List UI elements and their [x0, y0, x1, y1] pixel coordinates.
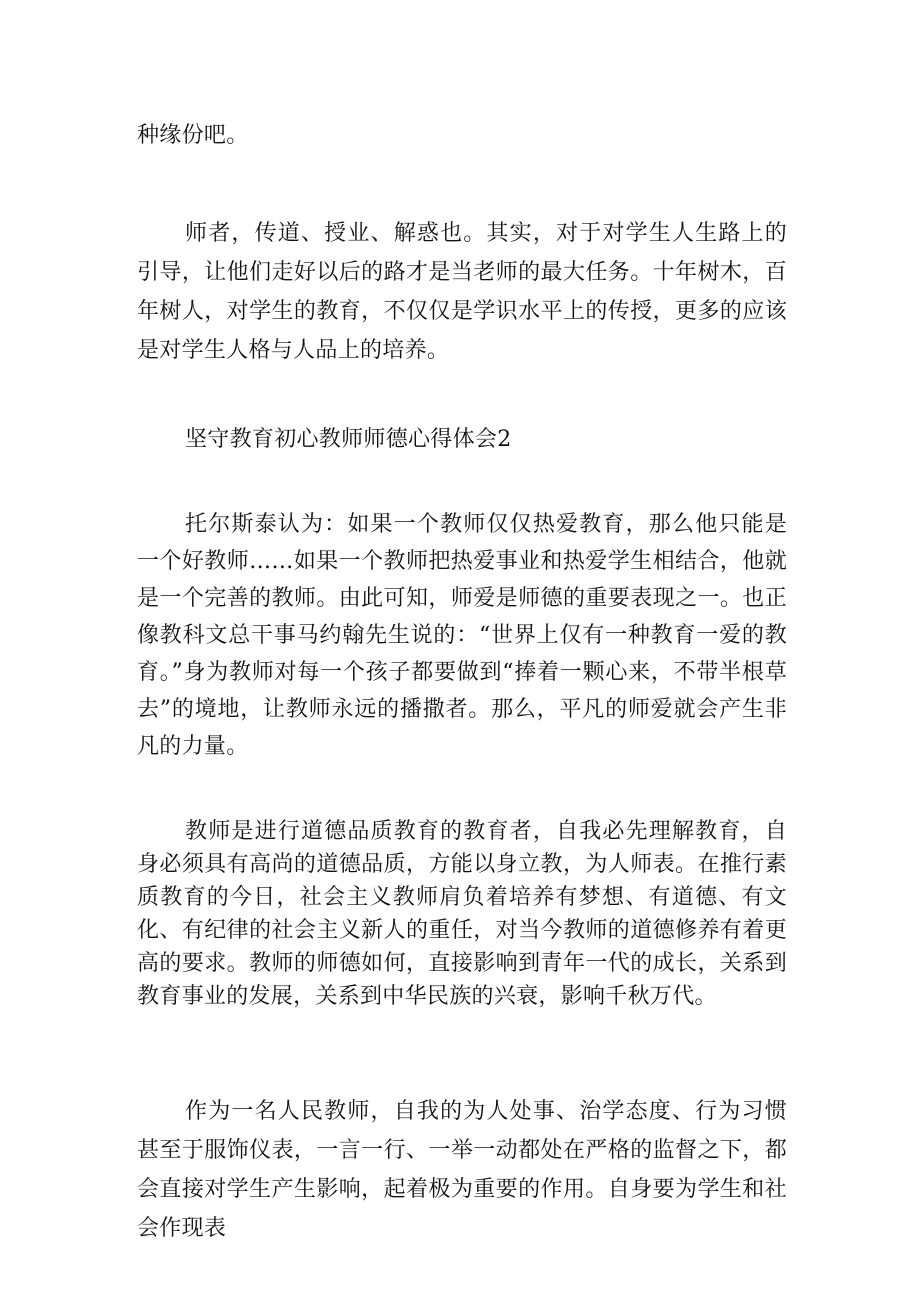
- paragraph-teacher-role: 师者，传道、授业、解惑也。其实，对于对学生人生路上的引导，让他们走好以后的路才是当老师的最大任务。十年树木，百年树人，对学生的教育，不仅仅是学识水平上的传授，更多的应该是对学生人格与人品上的培养。: [137, 221, 787, 363]
- paragraph-teacher-conduct: 作为一名人民教师，自我的为人处事、治学态度、行为习惯甚至于服饰仪表，一言一行、一举一动都处在严格的监督之下，都会直接对学生产生影响，起着极为重要的作用。自身要为学生和社会作现表: [137, 1099, 787, 1241]
- paragraph-moral-education: 教师是进行道德品质教育的教育者，自我必先理解教育，自身必须具有高尚的道德品质，方能以身立教，为人师表。在推行素质教育的今日，社会主义教师肩负着培养有梦想、有道德、有文化、有纪律的社会主义新人的重任，对当今教师的道德修养有着更高的要求。教师的师德如何，直接影响到青年一代的成长，关系到教育事业的发展，关系到中华民族的兴衰，影响千秋万代。: [137, 819, 787, 1009]
- paragraph-tolstoy: 托尔斯泰认为：如果一个教师仅仅热爱教育，那么他只能是一个好教师……如果一个教师把热爱事业和热爱学生相结合，他就是一个完善的教师。由此可知，师爱是师德的重要表现之一。也正像教科文总干事马约翰先生说的：“世界上仅有一种教育一爱的教育。”身为教师对每一个孩子都要做到“捧着一颗心来，不带半根草去”的境地，让教师永远的播撒者。那么，平凡的师爱就会产生非凡的力量。: [137, 512, 787, 759]
- section-heading: 坚守教育初心教师师德心得体会2: [185, 427, 512, 452]
- paragraph-continuation: 种缘份吧。: [137, 123, 249, 148]
